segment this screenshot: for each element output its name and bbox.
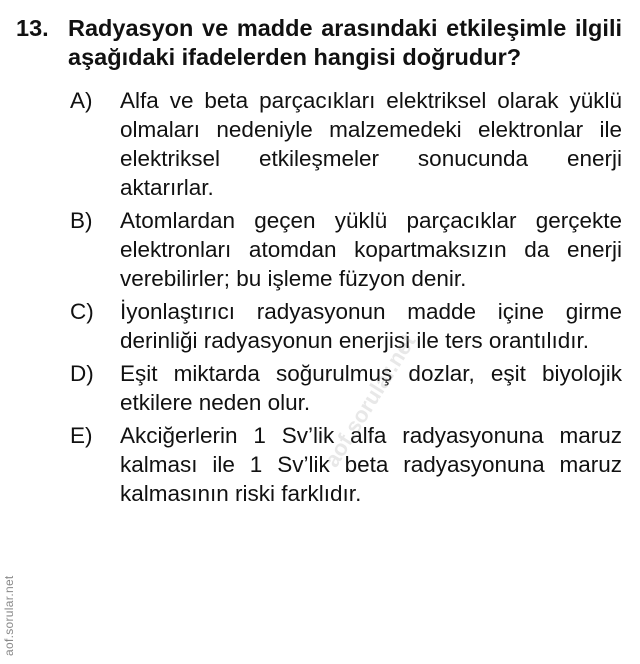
- question-header: [16, 14, 622, 72]
- option-e[interactable]: [16, 421, 622, 508]
- question-number: 13.: [16, 15, 49, 41]
- question-text: Radyasyon ve madde arasındaki etkileşimle ilgili aşağıdaki ifadelerden hangisi doğrudur?: [68, 15, 622, 70]
- option-letter: B): [70, 208, 93, 233]
- option-text: Alfa ve beta parçacıkları elektriksel olarak yüklü olmaları nedeniyle malzemedeki elektronlar ile elektriksel etkileşmeler sonucunda enerji aktarırlar.: [120, 88, 622, 200]
- option-c[interactable]: [16, 297, 622, 355]
- option-letter: A): [70, 88, 93, 113]
- option-text: İyonlaştırıcı radyasyonun madde içine girme derinliği radyasyonun enerjisi ile ters orantılıdır.: [120, 299, 622, 353]
- option-letter: D): [70, 361, 94, 386]
- option-a[interactable]: [16, 86, 622, 202]
- option-letter: C): [70, 299, 94, 324]
- side-watermark: aof.sorular.net: [2, 575, 16, 656]
- option-letter: E): [70, 423, 93, 448]
- option-text: Atomlardan geçen yüklü parçacıklar gerçekte elektronları atomdan kopartmaksızın da enerji verebilirler; bu işleme füzyon denir.: [120, 208, 622, 291]
- answer-options: [16, 86, 622, 508]
- option-b[interactable]: [16, 206, 622, 293]
- center-watermark: aof.sorular.net: [318, 329, 421, 472]
- question-block: [16, 14, 622, 512]
- option-text: Akciğerlerin 1 Sv’lik alfa radyasyonuna maruz kalması ile 1 Sv’lik beta radyasyonuna maruz kalmasının riski farklıdır.: [120, 423, 622, 506]
- option-text: Eşit miktarda soğurulmuş dozlar, eşit biyolojik etkilere neden olur.: [120, 361, 622, 415]
- option-d[interactable]: [16, 359, 622, 417]
